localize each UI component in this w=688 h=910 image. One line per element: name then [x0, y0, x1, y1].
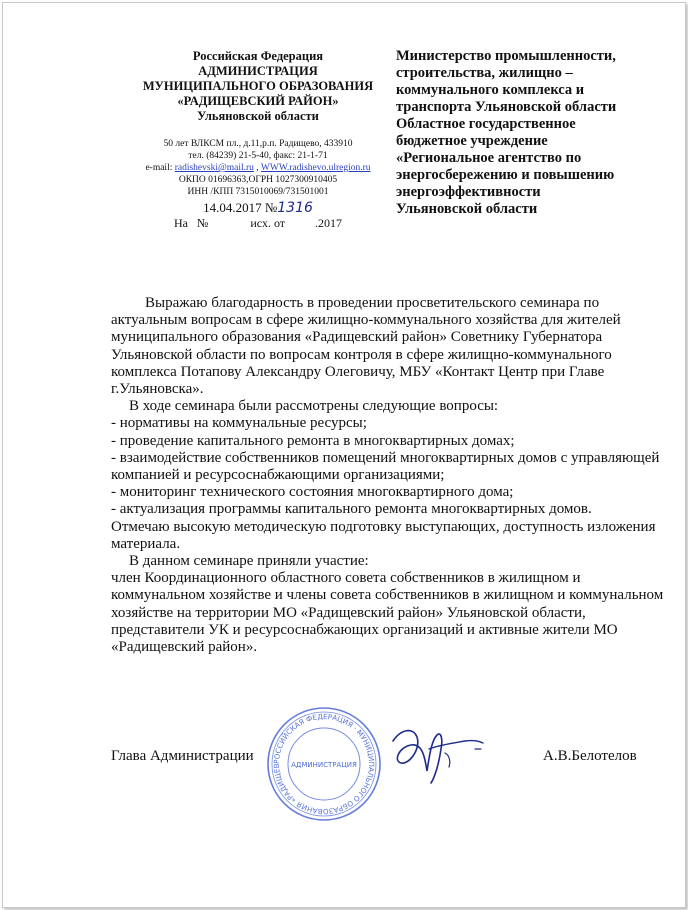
topic-item: - актуализация программы капитального ремонта многоквартирных домов.	[111, 501, 592, 518]
recipient-line: энергоэффективности	[396, 184, 541, 200]
letter-body	[111, 295, 671, 656]
email-link[interactable]: radishevski@mail.ru	[174, 163, 254, 173]
outgoing-date-line	[123, 200, 393, 216]
handwritten-signature	[379, 719, 497, 789]
recipient-line: энергосбережению и повышению	[396, 167, 615, 183]
signatory-position: Глава Администрации	[111, 748, 254, 764]
recipient-line: Министерство промышленности,	[396, 48, 616, 64]
email-separator: ,	[253, 163, 261, 173]
region-line: Ульяновской области	[197, 109, 319, 123]
phone-line: тел. (84239) 21-5-40, факс: 21-1-71	[188, 151, 328, 161]
recipient-line: транспорта Ульяновской области	[396, 99, 617, 115]
address-line: 50 лет ВЛКСМ пл., д.11,р.п. Радищево, 433910	[163, 139, 353, 149]
stamp-ring-text: РОССИЙСКАЯ ФЕДЕРАЦИЯ · МУНИЦИПАЛЬНОГО ОБРАЗОВАНИЯ «РАДИЩЕВ	[271, 711, 377, 817]
email-prefix: e-mail:	[145, 163, 175, 173]
topic-item: - мониторинг технического состояния многоквартирного дома;	[111, 484, 514, 501]
topic-item: - проведение капитального ремонта в многоквартирных домах;	[111, 432, 515, 449]
stamp-center-text: АДМИНИСТРАЦИЯ	[291, 761, 357, 769]
recipient-line: «Региональное агентство по	[396, 150, 582, 166]
quality-paragraph: Отмечаю высокую методическую подготовку выступающих, доступность изложения материала.	[111, 518, 656, 552]
district-line: «РАДИЩЕВСКИЙ РАЙОН»	[177, 94, 339, 108]
website-link[interactable]: WWW.radishevo.ulregion.ru	[260, 163, 371, 173]
gratitude-paragraph: Выражаю благодарность в проведении просветительского семинара по актуальным вопросам в сфере жилищно-коммунального хозяйства для жителей муниципального образования «Радищевский район» Советнику Губернатора Ульяновской области по вопросам контроля в сфере жилищно-коммунального комплекса Потапову Александру Олеговичу, МБУ «Контакт Центр при Главе г.Ульяновска».	[111, 295, 621, 398]
recipient-block	[396, 48, 666, 218]
participants-paragraph: член Координационного областного совета собственников в жилищном и коммунальном хозяйстве и члены совета собственников в жилищном и коммунальном хозяйстве на территории МО «Радищевский район» Ульяновской области, представители УК и ресурсоснабжающих организаций и активные жители МО «Радищевский район».	[111, 570, 664, 656]
number-sign: №	[264, 200, 278, 215]
signatory-name: А.В.Белотелов	[543, 748, 637, 764]
recipient-line: коммунального комплекса и	[396, 82, 585, 98]
handwritten-number: 1316	[277, 200, 313, 216]
inn-line: ИНН /КПП 7315010069/731501001	[187, 187, 329, 197]
administration-line: АДМИНИСТРАЦИЯ	[198, 64, 318, 78]
official-stamp	[265, 705, 383, 823]
topic-item: - взаимодействие собственников помещений многоквартирных домов с управляющей компанией и ресурсоснабжающими организациями;	[111, 449, 660, 484]
document-page	[2, 2, 686, 908]
sender-header	[123, 49, 393, 230]
topic-item: - нормативы на коммунальные ресурсы;	[111, 415, 367, 432]
recipient-line: бюджетное учреждение	[396, 133, 548, 149]
participants-intro: В данном семинаре приняли участие:	[129, 553, 369, 570]
topics-intro: В ходе семинара были рассмотрены следующие вопросы:	[129, 398, 499, 415]
country-line: Российская Федерация	[192, 49, 324, 63]
municipality-line: МУНИЦИПАЛЬНОГО ОБРАЗОВАНИЯ	[142, 79, 374, 93]
recipient-line: Областное государственное	[396, 116, 576, 132]
okpo-line: ОКПО 01696363,ОГРН 1027300910405	[178, 175, 338, 185]
recipient-line: строительства, жилищно –	[396, 65, 573, 81]
reference-line: На № исх. от .2017	[173, 216, 343, 230]
recipient-line: Ульяновской области	[396, 201, 538, 217]
contact-line	[123, 162, 393, 174]
outgoing-date: 14.04.2017	[203, 200, 262, 215]
